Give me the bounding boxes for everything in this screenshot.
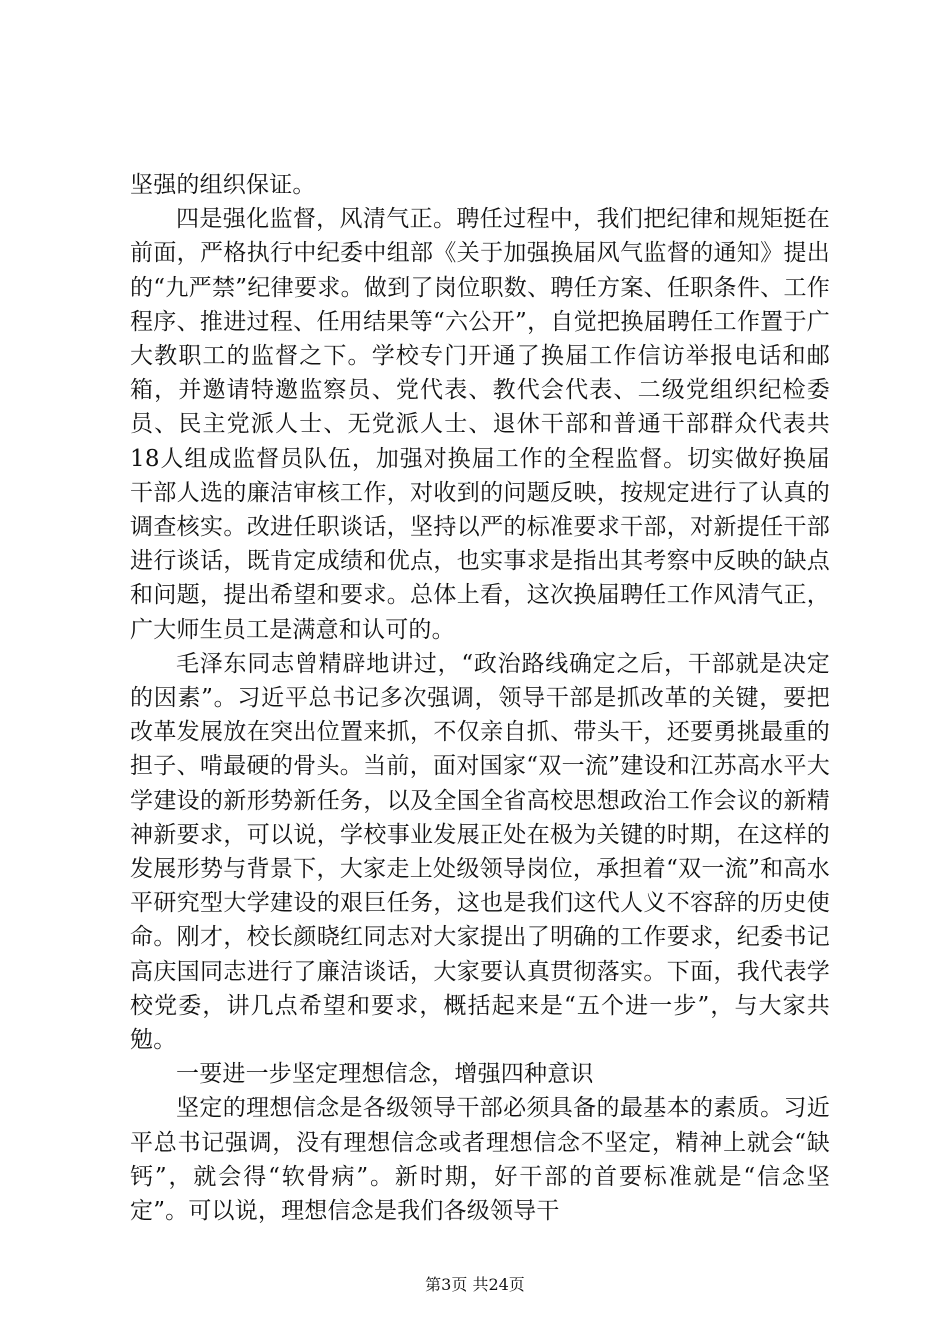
paragraph-1: 坚强的组织保证。: [130, 172, 316, 198]
paragraph-4: 坚定的理想信念是各级领导干部必须具备的最基本的素质。习近平总书记强调，没有理想信念或者理想信念不坚定，精神上就会“缺钙”，就会得“软骨病”。新时期，好干部的首要标准就是“信念坚定”。可以说，理想信念是我们各级领导干: [130, 1095, 830, 1225]
document-body: [130, 168, 830, 1228]
paragraph-3: 毛泽东同志曾精辟地讲过，“政治路线确定之后，干部就是决定的因素”。习近平总书记多次强调，领导干部是抓改革的关键，要把改革发展放在突出位置来抓，不仅亲自抓、带头干，还要勇挑最重的担子、啃最硬的骨头。当前，面对国家“双一流”建设和江苏高水平大学建设的新形势新任务，以及全国全省高校思想政治工作会议的新精神新要求，可以说，学校事业发展正处在极为关键的时期，在这样的发展形势与背景下，大家走上处级领导岗位，承担着“双一流”和高水平研究型大学建设的艰巨任务，这也是我们这代人义不容辞的历史使命。刚才，校长颜晓红同志对大家提出了明确的工作要求，纪委书记高庆国同志进行了廉洁谈话，大家要认真贯彻落实。下面，我代表学校党委，讲几点希望和要求，概括起来是“五个进一步”，与大家共勉。: [130, 650, 830, 1054]
page-footer: 第3页 共24页: [425, 1275, 525, 1294]
paragraph-2: 四是强化监督，风清气正。聘任过程中，我们把纪律和规矩挺在前面，严格执行中纪委中组部《关于加强换届风气监督的通知》提出的“九严禁”纪律要求。做到了岗位职数、聘任方案、任职条件、工作程序、推进过程、任用结果等“六公开”，自觉把换届聘任工作置于广大教职工的监督之下。学校专门开通了换届工作信访举报电话和邮箱，并邀请特邀监察员、党代表、教代会代表、二级党组织纪检委员、民主党派人士、无党派人士、退休干部和普通干部群众代表共18人组成监督员队伍，加强对换届工作的全程监督。切实做好换届干部人选的廉洁审核工作，对收到的问题反映，按规定进行了认真的调查核实。改进任职谈话，坚持以严的标准要求干部，对新提任干部进行谈话，既肯定成绩和优点，也实事求是指出其考察中反映的缺点和问题，提出希望和要求。总体上看，这次换届聘任工作风清气正，广大师生员工是满意和认可的。: [130, 206, 830, 643]
section-heading: 一要进一步坚定理想信念，增强四种意识: [176, 1061, 594, 1088]
